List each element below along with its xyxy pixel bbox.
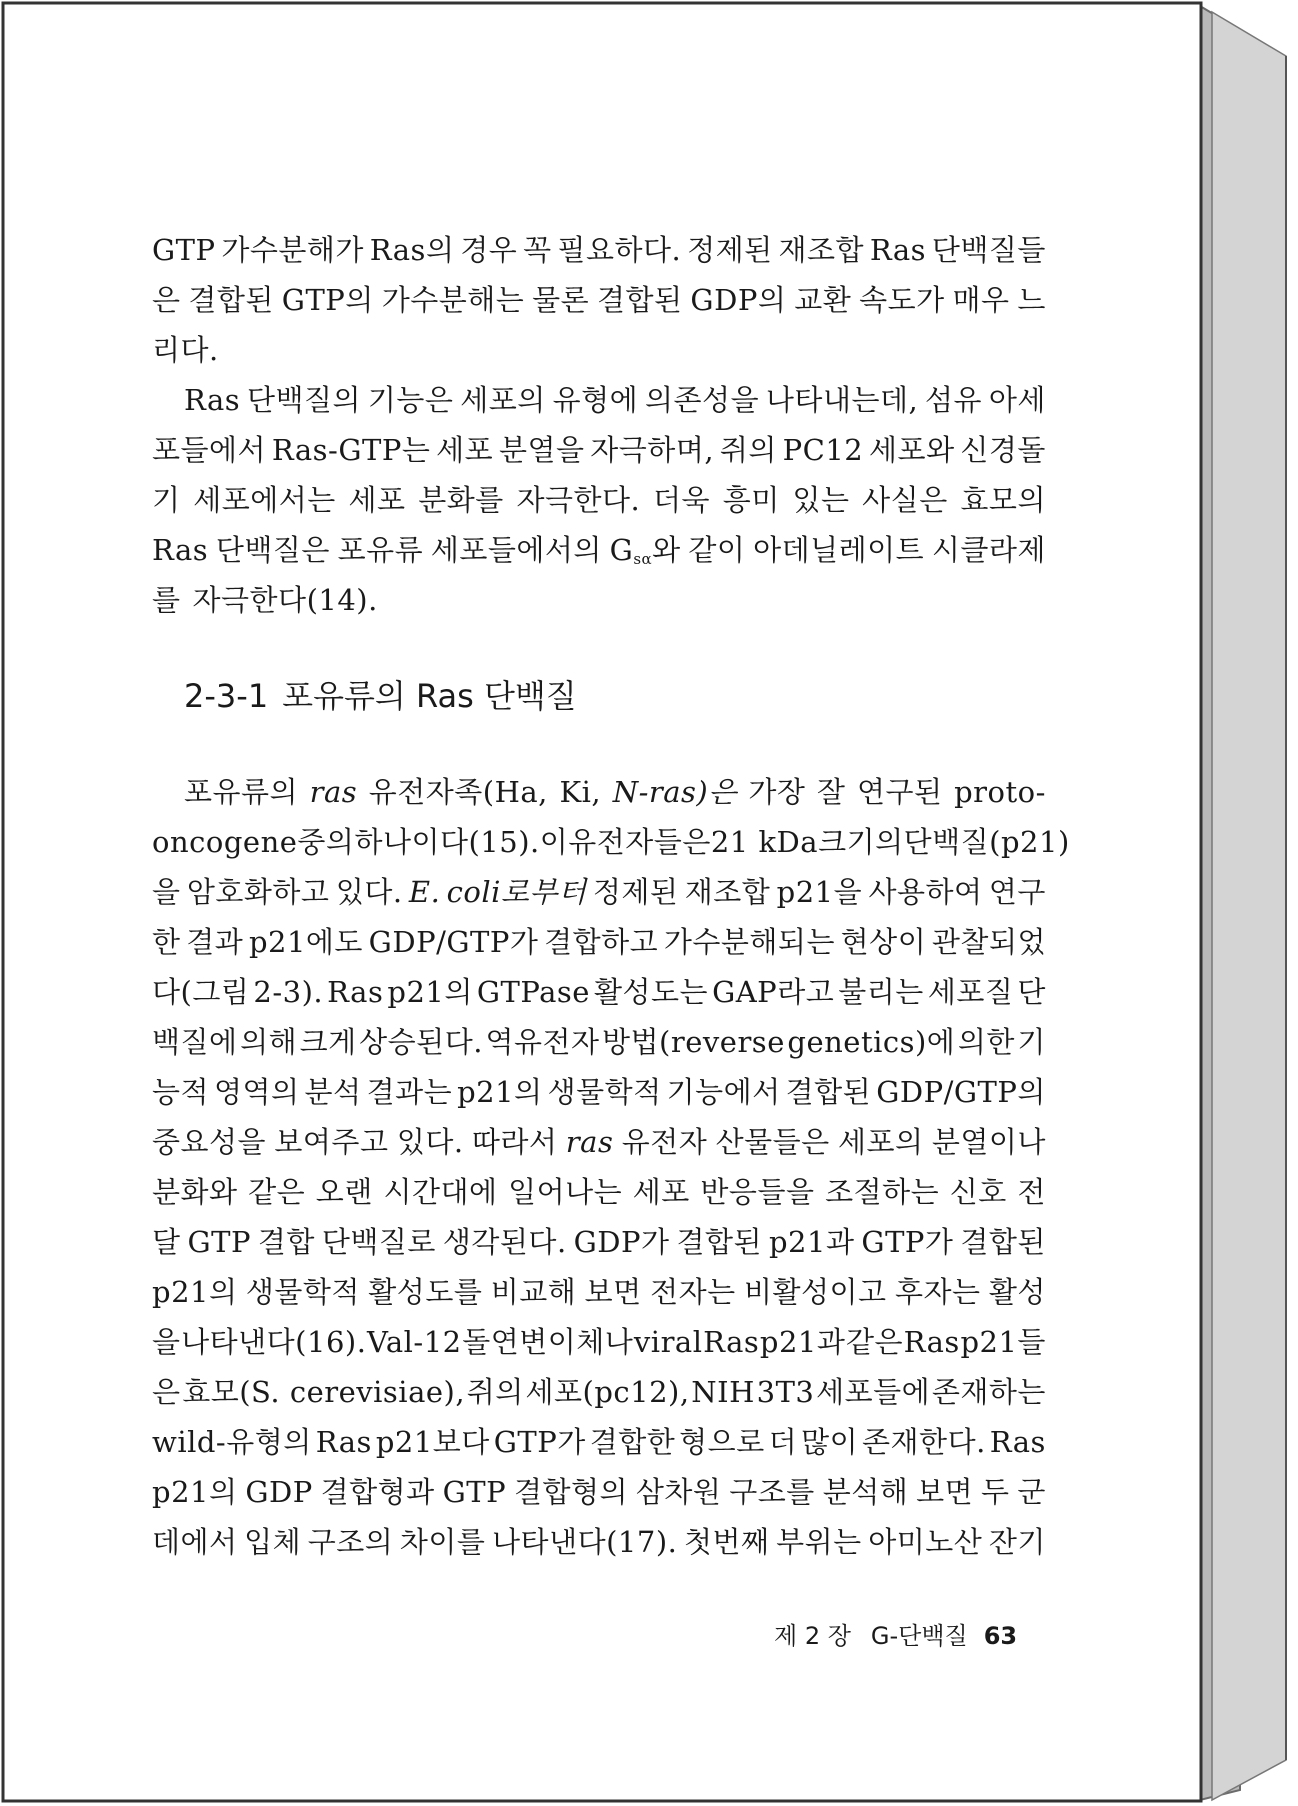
text-line bbox=[152, 1472, 1046, 1512]
word: GDP가 bbox=[573, 1225, 670, 1259]
word: Ras의 bbox=[369, 233, 455, 267]
word: 생물학적 bbox=[245, 1275, 360, 1309]
word: ras bbox=[565, 1125, 614, 1159]
word: 유전자 bbox=[621, 1125, 708, 1159]
text-line bbox=[152, 1222, 1046, 1262]
word: 기 bbox=[152, 483, 181, 517]
word: 크기의 bbox=[818, 825, 904, 859]
word: 영역의 bbox=[214, 1075, 300, 1109]
word: 첫번째 bbox=[683, 1525, 770, 1559]
word: 중요성을 bbox=[152, 1125, 267, 1159]
word: 세포 bbox=[436, 433, 494, 467]
word: Ras bbox=[184, 383, 241, 417]
word: ras bbox=[309, 775, 358, 809]
word: 시간대에 bbox=[383, 1175, 498, 1209]
text-line bbox=[152, 1122, 1046, 1162]
word: p21의 bbox=[152, 1475, 238, 1509]
text-line bbox=[152, 280, 1046, 320]
word: 자극한다. bbox=[516, 483, 641, 517]
text-line bbox=[152, 972, 1046, 1012]
text-line bbox=[152, 430, 1046, 470]
word: 있다. bbox=[396, 1125, 464, 1159]
word: 사용하여 bbox=[868, 875, 983, 909]
word: 아데닐레이트 bbox=[753, 533, 925, 567]
word: 의해 bbox=[240, 1025, 298, 1059]
word: 아미노산 bbox=[868, 1525, 983, 1559]
word: 리다. bbox=[152, 333, 219, 367]
word: 분화와 bbox=[152, 1175, 238, 1209]
word: 백질에 bbox=[152, 1025, 238, 1059]
word: 돌연변이체나 bbox=[462, 1325, 634, 1359]
word: 결합된 bbox=[960, 1225, 1046, 1259]
section-title: 포유류의 Ras 단백질 bbox=[282, 677, 577, 715]
word: GTP bbox=[442, 1475, 507, 1509]
word: 물론 bbox=[532, 283, 590, 317]
word: NIH bbox=[691, 1375, 755, 1409]
text-line bbox=[152, 822, 1070, 862]
word: 단백질(p21) bbox=[903, 825, 1070, 859]
word: 사실은 bbox=[862, 483, 948, 517]
word: p21보다 bbox=[375, 1425, 490, 1459]
word: Ki, bbox=[559, 775, 602, 809]
word: 암호화하고 bbox=[186, 875, 330, 909]
word: 보면 bbox=[584, 1275, 642, 1309]
word: p21과 bbox=[759, 1325, 846, 1359]
word: 존재하는 bbox=[931, 1375, 1046, 1409]
text-line bbox=[152, 1372, 1046, 1412]
word: 역유전자 bbox=[485, 1025, 600, 1059]
word: 의존성을 bbox=[645, 383, 760, 417]
word: 분화를 bbox=[418, 483, 504, 517]
word: 결합형과 bbox=[320, 1475, 435, 1509]
word: 관찰되었 bbox=[931, 925, 1046, 959]
word: 세포들에서의 bbox=[430, 533, 602, 567]
word: 가수분해는 bbox=[381, 283, 525, 317]
word: 세포(pc12), bbox=[525, 1375, 690, 1409]
word: 교환 bbox=[794, 283, 852, 317]
word: GDP/GTP가 bbox=[368, 925, 539, 959]
word: 꼭 bbox=[523, 233, 552, 267]
word: 쥐의 bbox=[466, 1375, 524, 1409]
word: 현상이 bbox=[840, 925, 927, 959]
word: p21과 bbox=[768, 1225, 855, 1259]
word: genetics)에 bbox=[787, 1025, 956, 1059]
text-line bbox=[152, 872, 1046, 912]
word: 잘 bbox=[816, 775, 846, 809]
text-line bbox=[152, 922, 1046, 962]
page-number: 63 bbox=[983, 1622, 1018, 1650]
word: 연구 bbox=[988, 875, 1046, 909]
text-line bbox=[184, 772, 1046, 812]
word: p21의 bbox=[457, 1075, 543, 1109]
word: 세포들에 bbox=[816, 1375, 931, 1409]
word: 단백질은 bbox=[215, 533, 330, 567]
word: 섬유 bbox=[925, 383, 983, 417]
word: 구조의 bbox=[307, 1525, 394, 1559]
word: 결합 bbox=[257, 1225, 315, 1259]
word: 중의 bbox=[297, 825, 355, 859]
word: 21 kDa bbox=[710, 825, 819, 859]
word: 분열이나 bbox=[931, 1125, 1046, 1159]
book-page bbox=[4, 4, 1200, 1800]
word: 자극한다(14). bbox=[192, 583, 378, 617]
text-line bbox=[152, 1422, 1046, 1462]
word: GTP bbox=[187, 1225, 251, 1259]
text-line bbox=[152, 480, 1046, 520]
word: 분석해 bbox=[822, 1475, 909, 1509]
text-line bbox=[152, 330, 1046, 370]
word: 불리는 bbox=[838, 975, 924, 1009]
word: 같이 bbox=[688, 533, 746, 567]
text-line bbox=[152, 530, 1046, 570]
word: 유전자들은 bbox=[568, 825, 711, 859]
word: 은 bbox=[152, 1375, 181, 1409]
word: 흥미 bbox=[722, 483, 780, 517]
word: 의한 bbox=[957, 1025, 1015, 1059]
word: 잔기 bbox=[988, 1525, 1046, 1559]
word: 다(그림 bbox=[152, 975, 250, 1009]
word: 재조합 bbox=[684, 875, 771, 909]
word: 같은 bbox=[248, 1175, 306, 1209]
text-line bbox=[152, 1522, 1046, 1562]
word: 2-3). bbox=[253, 975, 324, 1009]
word: 유형에 bbox=[552, 383, 639, 417]
word: 삼차원 bbox=[635, 1475, 722, 1509]
word: 세포 bbox=[348, 483, 406, 517]
word: 아세 bbox=[988, 383, 1046, 417]
word: 구조를 bbox=[729, 1475, 815, 1509]
word: GTPase bbox=[476, 975, 590, 1009]
word: 이 bbox=[539, 825, 569, 859]
word: GTP bbox=[152, 233, 216, 267]
word: E. bbox=[408, 875, 441, 909]
word: 세포질 bbox=[927, 975, 1014, 1009]
text-line bbox=[152, 1172, 1046, 1212]
word: 차이를 bbox=[399, 1525, 486, 1559]
word: GTP의 bbox=[281, 283, 374, 317]
footer-chapter: 제 2 장 bbox=[774, 1622, 851, 1650]
word: 달 bbox=[152, 1225, 181, 1259]
word: 느 bbox=[1017, 283, 1046, 317]
word: 크게 bbox=[299, 1025, 357, 1059]
word: 재조합 bbox=[778, 233, 865, 267]
word: 3T3 bbox=[756, 1375, 815, 1409]
text-line bbox=[152, 580, 1046, 620]
word: 보여주고 bbox=[274, 1125, 389, 1159]
word: p21들 bbox=[960, 1325, 1046, 1359]
word: 결과는 bbox=[366, 1075, 453, 1109]
word: 매우 bbox=[952, 283, 1010, 317]
word: 경우 bbox=[460, 233, 518, 267]
gs-subscript: sα bbox=[633, 550, 653, 568]
word: 세포의 bbox=[837, 1125, 924, 1159]
word: 시클라제 bbox=[931, 533, 1046, 567]
word: 기능은 bbox=[367, 383, 454, 417]
word: PC12 bbox=[782, 433, 864, 467]
word: 을 bbox=[152, 1325, 181, 1359]
word: 결합된 bbox=[597, 283, 683, 317]
word: 기 bbox=[1017, 1025, 1046, 1059]
text-line bbox=[184, 380, 1046, 420]
word: GTP가 bbox=[493, 1425, 586, 1459]
word: 결합된 bbox=[188, 283, 274, 317]
word: 결합형의 bbox=[513, 1475, 629, 1509]
word: 군 bbox=[1017, 1475, 1046, 1509]
word: 생물학적 bbox=[547, 1075, 662, 1109]
word: Ras bbox=[152, 533, 209, 567]
word: 단백질로 bbox=[321, 1225, 436, 1259]
word: 정제된 bbox=[687, 233, 773, 267]
word: coli로부터 bbox=[446, 875, 587, 909]
word: 활성 bbox=[988, 1275, 1046, 1309]
section-number: 2-3-1 bbox=[184, 677, 269, 715]
word: 세포 bbox=[632, 1175, 690, 1209]
word: Ras bbox=[869, 233, 927, 267]
word: 많이 bbox=[801, 1425, 859, 1459]
word: 결합한 bbox=[589, 1425, 676, 1459]
word: 한 bbox=[152, 925, 181, 959]
word: N-ras)은 bbox=[612, 775, 737, 809]
word: 조절하는 bbox=[825, 1175, 940, 1209]
word: 결합된 bbox=[785, 1075, 872, 1109]
word: 비교해 bbox=[490, 1275, 577, 1309]
word: 전 bbox=[1017, 1175, 1046, 1209]
word: GTP가 bbox=[861, 1225, 954, 1259]
word bbox=[610, 530, 681, 570]
gs-base: G bbox=[609, 533, 634, 567]
word: 나타내는데, bbox=[765, 383, 919, 417]
word: 후자는 bbox=[894, 1275, 981, 1309]
word: 유전자족(Ha, bbox=[368, 775, 548, 809]
text-line bbox=[152, 230, 1046, 270]
word: 따라서 bbox=[471, 1125, 558, 1159]
word: 부위는 bbox=[776, 1525, 862, 1559]
text-line bbox=[152, 1322, 1046, 1362]
word: 세포와 bbox=[869, 433, 955, 467]
text-line bbox=[152, 1022, 1046, 1062]
word: 분석 bbox=[304, 1075, 362, 1109]
word: 을 bbox=[152, 875, 181, 909]
word: 를 bbox=[152, 583, 181, 617]
word: Ras bbox=[315, 1425, 372, 1459]
word: 가수분해가 bbox=[221, 233, 364, 267]
word: 전자는 bbox=[650, 1275, 736, 1309]
word: 있다. bbox=[335, 875, 403, 909]
word: 포들에서 bbox=[152, 433, 267, 467]
word: 비활성이고 bbox=[743, 1275, 887, 1309]
word: 결합하고 bbox=[544, 925, 659, 959]
word: 두 bbox=[980, 1475, 1010, 1509]
word: wild-유형의 bbox=[152, 1425, 312, 1459]
gs-suffix: 와 bbox=[652, 533, 681, 567]
word: 가장 bbox=[748, 775, 806, 809]
word: 활성도는 bbox=[593, 975, 709, 1009]
word: 세포에서는 bbox=[193, 483, 336, 517]
word: Ras-GTP는 bbox=[271, 433, 431, 467]
word: viral bbox=[633, 1325, 703, 1359]
word: proto- bbox=[954, 775, 1046, 809]
word: 포유류의 bbox=[184, 775, 299, 809]
word: 단 bbox=[1017, 975, 1046, 1009]
word: 보면 bbox=[916, 1475, 974, 1509]
word: 기능에서 bbox=[666, 1075, 781, 1109]
footer-title: G-단백질 bbox=[870, 1622, 968, 1650]
word: oncogene bbox=[152, 825, 298, 859]
word: 결합된 bbox=[676, 1225, 763, 1259]
word: 방법(reverse bbox=[602, 1025, 785, 1059]
word: 능적 bbox=[152, 1075, 210, 1109]
word: 활성도를 bbox=[368, 1275, 483, 1309]
word: p21의 bbox=[152, 1275, 238, 1309]
word: 효모(S. cerevisiae), bbox=[182, 1375, 466, 1409]
word: 입체 bbox=[244, 1525, 302, 1559]
word: 효모의 bbox=[960, 483, 1046, 517]
word: 더욱 bbox=[652, 483, 710, 517]
word: 분열을 bbox=[498, 433, 585, 467]
word: GDP의 bbox=[690, 283, 787, 317]
word: GAP라고 bbox=[712, 975, 835, 1009]
word: 정제된 bbox=[592, 875, 679, 909]
section-heading bbox=[184, 672, 591, 720]
word: 속도가 bbox=[859, 283, 945, 317]
word: 존재한다. bbox=[862, 1425, 986, 1459]
word: 필요하다. bbox=[557, 233, 682, 267]
word: Val-12 bbox=[367, 1325, 462, 1359]
text-line bbox=[152, 1072, 1046, 1112]
word: 하나이다(15). bbox=[354, 825, 540, 859]
word: 나타낸다(17). bbox=[492, 1525, 678, 1559]
word: GDP/GTP의 bbox=[876, 1075, 1046, 1109]
word: 오랜 bbox=[315, 1175, 373, 1209]
word: Ras bbox=[327, 975, 384, 1009]
word: 있는 bbox=[792, 483, 850, 517]
word: 산물들은 bbox=[715, 1125, 830, 1159]
word: Ras bbox=[703, 1325, 760, 1359]
page-footer bbox=[774, 1616, 1017, 1656]
word: 반응들을 bbox=[700, 1175, 815, 1209]
word: 나타낸다(16). bbox=[181, 1325, 367, 1359]
word: Ras bbox=[903, 1325, 960, 1359]
word: p21을 bbox=[776, 875, 863, 909]
word: 연구된 bbox=[856, 775, 943, 809]
word: Ras bbox=[989, 1425, 1046, 1459]
word: 쥐의 bbox=[719, 433, 777, 467]
word: 같은 bbox=[846, 1325, 904, 1359]
word: GDP bbox=[245, 1475, 313, 1509]
word: 데에서 bbox=[152, 1525, 238, 1559]
word: 결과 bbox=[186, 925, 244, 959]
word: 일어나는 bbox=[508, 1175, 623, 1209]
word: 세포의 bbox=[460, 383, 546, 417]
word: 가수분해되는 bbox=[663, 925, 835, 959]
word: 형으로 bbox=[679, 1425, 765, 1459]
word: 포유류 bbox=[337, 533, 424, 567]
word: 신호 bbox=[949, 1175, 1007, 1209]
word: 생각된다. bbox=[442, 1225, 567, 1259]
word: p21에도 bbox=[248, 925, 363, 959]
word: 단백질들 bbox=[931, 233, 1046, 267]
word: 자극하며, bbox=[590, 433, 715, 467]
text-line bbox=[152, 1272, 1046, 1312]
word: 단백질의 bbox=[247, 383, 362, 417]
word: 신경돌 bbox=[960, 433, 1046, 467]
word: 더 bbox=[768, 1425, 798, 1459]
word: 은 bbox=[152, 283, 181, 317]
word: 상승된다. bbox=[359, 1025, 483, 1059]
word: p21의 bbox=[387, 975, 473, 1009]
